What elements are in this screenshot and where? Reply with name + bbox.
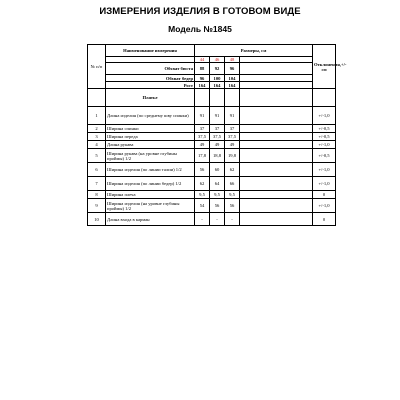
measurement-value: 60 — [210, 163, 225, 177]
size-value: 48 — [225, 57, 240, 63]
param-value: 164 — [210, 82, 225, 89]
measurement-value: - — [210, 213, 225, 226]
measurement-value: 37 — [225, 125, 240, 133]
measurement-value: 56 — [195, 163, 210, 177]
row-number: 10 — [88, 213, 106, 226]
row-number: 1 — [88, 107, 106, 125]
header-deviation: Отклонения,+/- см — [313, 45, 336, 89]
measurement-value: 37 — [195, 125, 210, 133]
measurement-name: Длина входа в карман — [106, 213, 195, 226]
deviation-value: +/-1,0 — [313, 199, 336, 213]
blank-cell — [240, 213, 313, 226]
blank-cell — [195, 89, 210, 107]
param-value: 100 — [210, 75, 225, 82]
measurement-name: Длина изделия (по среднему шву спинки) — [106, 107, 195, 125]
measurement-name: Ширина изделия (по линии бедер) 1/2 — [106, 177, 195, 191]
blank-cell — [240, 82, 313, 89]
measurement-name: Ширина изделия (на уровне глубины проймы) 1/2 — [106, 199, 195, 213]
measurement-value: - — [195, 213, 210, 226]
param-value: 92 — [210, 63, 225, 75]
blank-cell — [240, 125, 313, 133]
measurement-value: 17,8 — [195, 149, 210, 163]
blank-cell — [313, 89, 336, 107]
blank-cell — [240, 141, 313, 149]
size-value: 44 — [195, 57, 210, 63]
row-number: 8 — [88, 191, 106, 199]
deviation-value: +/-1,0 — [313, 107, 336, 125]
measurement-value: 66 — [225, 177, 240, 191]
table-row — [88, 191, 336, 199]
measurement-value: 62 — [225, 163, 240, 177]
table-row — [88, 133, 336, 141]
section-title: Платье — [106, 89, 195, 107]
row-number: 4 — [88, 141, 106, 149]
param-value: 164 — [225, 82, 240, 89]
measurement-value: 49 — [210, 141, 225, 149]
measurement-value: 56 — [225, 199, 240, 213]
param-value: 96 — [225, 63, 240, 75]
measurement-value: 91 — [195, 107, 210, 125]
blank-cell — [240, 63, 313, 75]
blank-cell — [225, 89, 240, 107]
row-number: 7 — [88, 177, 106, 191]
row-number: 6 — [88, 163, 106, 177]
blank-cell — [240, 191, 313, 199]
measurement-value: 91 — [210, 107, 225, 125]
deviation-value: +/-1,0 — [313, 141, 336, 149]
deviation-value: +/-0,5 — [313, 149, 336, 163]
measurement-value: 37 — [210, 125, 225, 133]
param-label: Рост — [106, 82, 195, 89]
blank-cell — [210, 89, 225, 107]
deviation-value: +/-0,5 — [313, 125, 336, 133]
measurement-name: Ширина спинки — [106, 125, 195, 133]
param-value: 88 — [195, 63, 210, 75]
table-row — [88, 213, 336, 226]
table-row — [88, 107, 336, 125]
blank-cell — [240, 149, 313, 163]
table-row — [88, 177, 336, 191]
blank-cell — [240, 177, 313, 191]
measurement-value: 9,5 — [195, 191, 210, 199]
header-num: № п/п — [88, 45, 106, 89]
size-value: 46 — [210, 57, 225, 63]
table-row — [88, 125, 336, 133]
measurement-value: 19,8 — [225, 149, 240, 163]
measurement-value: 54 — [195, 199, 210, 213]
deviation-value: +/-1,0 — [313, 163, 336, 177]
measurement-value: 91 — [225, 107, 240, 125]
measurement-name: Ширина переда — [106, 133, 195, 141]
measurement-name: Ширина изделия (по линии талии) 1/2 — [106, 163, 195, 177]
table-row — [88, 163, 336, 177]
param-value: 96 — [195, 75, 210, 82]
param-value: 104 — [225, 75, 240, 82]
blank-cell — [240, 89, 313, 107]
model-number: Модель №1845 — [168, 24, 232, 34]
measurement-name: Ширина рукава (на уровне глубины проймы) 1/2 — [106, 149, 195, 163]
row-number: 9 — [88, 199, 106, 213]
table-row — [88, 199, 336, 213]
measurement-value: 18,8 — [210, 149, 225, 163]
measurements-table — [87, 44, 347, 226]
measurement-value: 9,5 — [225, 191, 240, 199]
measurement-value: 49 — [195, 141, 210, 149]
measurement-value: 62 — [195, 177, 210, 191]
param-label: Обхват бюста — [106, 63, 195, 75]
row-number: 3 — [88, 133, 106, 141]
table-row — [88, 149, 336, 163]
measurement-name: Длина рукава — [106, 141, 195, 149]
deviation-value: 0 — [313, 213, 336, 226]
deviation-value: +/-0,5 — [313, 133, 336, 141]
blank-cell — [240, 107, 313, 125]
table-row — [88, 141, 336, 149]
deviation-value: +/-1,0 — [313, 177, 336, 191]
measurement-value: 49 — [225, 141, 240, 149]
measurement-value: 37,5 — [210, 133, 225, 141]
measurement-value: - — [225, 213, 240, 226]
document-title: ИЗМЕРЕНИЯ ИЗДЕЛИЯ В ГОТОВОМ ВИДЕ — [99, 6, 301, 17]
measurement-value: 56 — [210, 199, 225, 213]
blank-cell — [88, 89, 106, 107]
measurement-value: 64 — [210, 177, 225, 191]
blank-cell — [240, 75, 313, 82]
param-value: 164 — [195, 82, 210, 89]
header-sizes: Размеры, см — [195, 45, 313, 57]
measurement-value: 37,5 — [225, 133, 240, 141]
blank-cell — [240, 163, 313, 177]
measurement-name: Ширина плеча — [106, 191, 195, 199]
row-number: 5 — [88, 149, 106, 163]
header-name: Наименование измерения — [106, 45, 195, 57]
blank-cell — [240, 133, 313, 141]
measurement-value: 9,5 — [210, 191, 225, 199]
blank-cell — [240, 199, 313, 213]
param-label: Обхват бедер — [106, 75, 195, 82]
deviation-value: 0 — [313, 191, 336, 199]
row-number: 2 — [88, 125, 106, 133]
measurement-value: 37,5 — [195, 133, 210, 141]
